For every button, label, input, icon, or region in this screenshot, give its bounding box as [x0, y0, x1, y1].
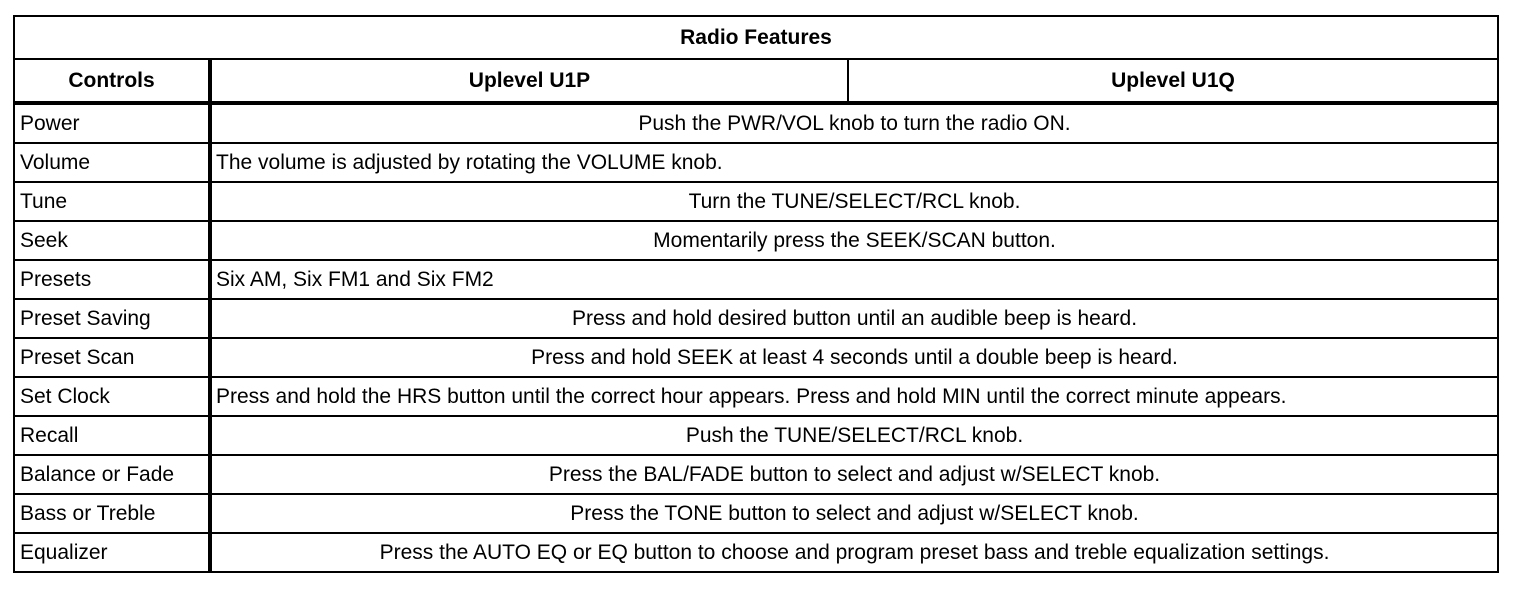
row-control-label: Preset Scan — [14, 338, 210, 377]
row-description: Six AM, Six FM1 and Six FM2 — [210, 260, 1498, 299]
row-description: Press the TONE button to select and adjust w/SELECT knob. — [210, 494, 1498, 533]
column-header-controls: Controls — [14, 59, 210, 103]
table-row — [14, 103, 1498, 143]
row-description: Press and hold the HRS button until the correct hour appears. Press and hold MIN until the correct minute appears. — [210, 377, 1498, 416]
table-row — [14, 260, 1498, 299]
row-description: Turn the TUNE/SELECT/RCL knob. — [210, 182, 1498, 221]
table-body — [14, 103, 1498, 572]
table-row — [14, 533, 1498, 572]
row-control-label: Set Clock — [14, 377, 210, 416]
table-row — [14, 455, 1498, 494]
row-control-label: Tune — [14, 182, 210, 221]
row-description: Push the TUNE/SELECT/RCL knob. — [210, 416, 1498, 455]
table-title-row — [14, 16, 1498, 59]
table-row — [14, 182, 1498, 221]
table-header-row — [14, 59, 1498, 103]
table-title: Radio Features — [14, 16, 1498, 59]
table-row — [14, 416, 1498, 455]
row-control-label: Balance or Fade — [14, 455, 210, 494]
radio-features-table — [13, 15, 1499, 573]
row-control-label: Volume — [14, 143, 210, 182]
column-header-u1q: Uplevel U1Q — [848, 59, 1498, 103]
row-control-label: Equalizer — [14, 533, 210, 572]
row-description: The volume is adjusted by rotating the VOLUME knob. — [210, 143, 1498, 182]
row-control-label: Power — [14, 103, 210, 143]
row-description: Press and hold desired button until an audible beep is heard. — [210, 299, 1498, 338]
row-description: Push the PWR/VOL knob to turn the radio ON. — [210, 103, 1498, 143]
row-description: Press and hold SEEK at least 4 seconds until a double beep is heard. — [210, 338, 1498, 377]
row-control-label: Preset Saving — [14, 299, 210, 338]
row-control-label: Presets — [14, 260, 210, 299]
row-description: Press the BAL/FADE button to select and adjust w/SELECT knob. — [210, 455, 1498, 494]
row-control-label: Recall — [14, 416, 210, 455]
row-control-label: Seek — [14, 221, 210, 260]
table-row — [14, 221, 1498, 260]
table-row — [14, 377, 1498, 416]
column-header-u1p: Uplevel U1P — [210, 59, 848, 103]
table-row — [14, 143, 1498, 182]
table-row — [14, 299, 1498, 338]
row-control-label: Bass or Treble — [14, 494, 210, 533]
table-row — [14, 338, 1498, 377]
table-row — [14, 494, 1498, 533]
row-description: Momentarily press the SEEK/SCAN button. — [210, 221, 1498, 260]
row-description: Press the AUTO EQ or EQ button to choose and program preset bass and treble equalization settings. — [210, 533, 1498, 572]
